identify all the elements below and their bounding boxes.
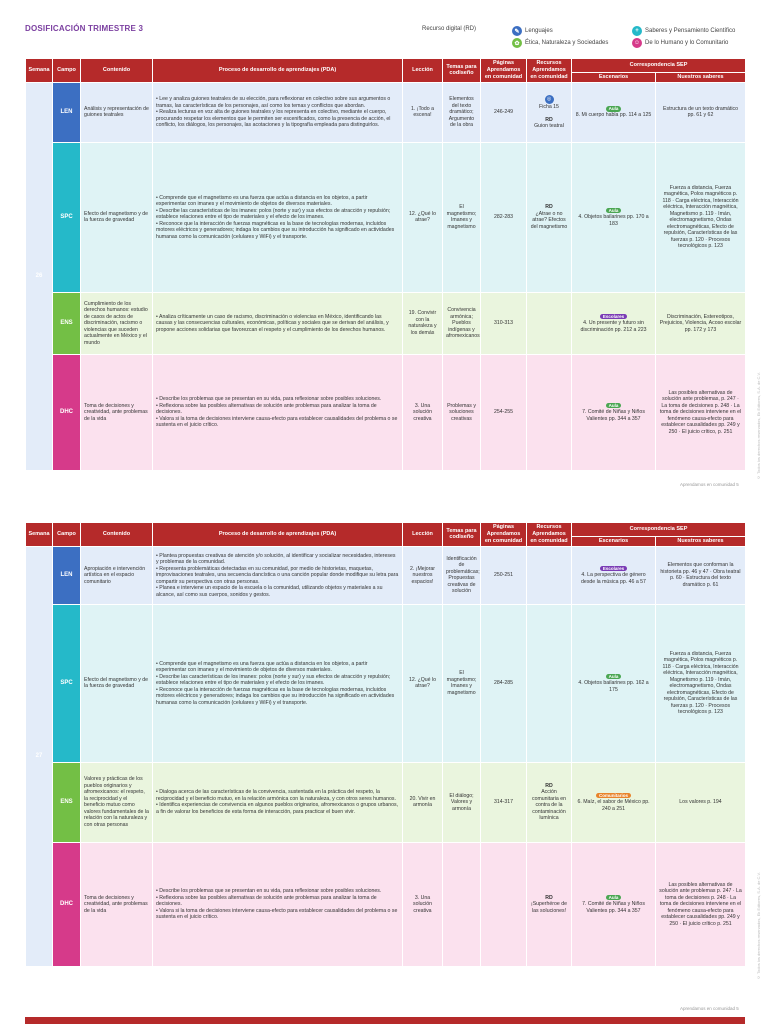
recursos-cell [527,292,572,354]
campo-cell: SPC [53,142,81,292]
saberes-cell: Las posibles alternativas de solución ante problemas p. 247 · La toma de decisiones p. 248 · La toma de decisiones interviene en el fenómeno causa-efecto para establecer causalidades pp. 249 y 250 · El juicio crítico p. 251 [656,842,746,966]
table-row [26,762,746,842]
escenario-text: 4. Objetos bailarines pp. 162 a 175 [578,680,649,693]
paginas-cell: 284-285 [481,604,527,762]
escenario-badge: Aula [606,106,622,112]
pda-item: • Reflexiona sobre las posibles alternativas de solución ante problemas para analizar la toma de decisiones. [156,403,399,416]
digital-resource-icon: ◎ [545,95,554,104]
saberes-cell: Fuerza a distancia, Fuerza magnética, Polos magnéticos p. 118 · Carga eléctrica, Interacción eléctrica, Interacción magnética, Magnetismo p. 119 · Imán, electromagnetismo, Ondas electromagnéticas, Efecto de repulsión, Características de las fuerzas p. 120 · Procesos tecnológicos p. 123 [656,142,746,292]
campo-cell: LEN [53,82,81,142]
recurso-extra[interactable]: ¡Superhéroe de las soluciones! [530,901,568,914]
recursos-cell [527,842,572,966]
header-leccion: Lección [403,59,443,83]
next-table-header-strip [25,1017,745,1024]
pda-cell [153,354,403,470]
pda-item: • Analiza críticamente un caso de racismo, discriminación o violencias en México, identificando las causas y las consecuencias culturales, económicas, políticas y sociales que se derivan del análisis, y propone acciones solidarias que favorezcan el respeto y el cumplimiento de los derechos humanos. [156,314,399,334]
paginas-cell: 246-249 [481,82,527,142]
header-recursos: Recursos Aprendamos en comunidad [527,59,572,83]
legend-len: ✎ Lenguajes [512,26,553,36]
pda-cell [153,604,403,762]
pda-item: • Plantea propuestas creativas de atención y/o solución, al identificar y socializar necesidades, intereses y problemas de la comunidad. [156,553,399,566]
saberes-cell: Discriminación, Estereotipos, Prejuicios, Violencia, Acoso escolar pp. 172 y 173 [656,292,746,354]
temas-cell: Convivencia armónica; Pueblos indígenas y afromexicanos [443,292,481,354]
header-semana: Semana [26,523,53,547]
saberes-cell: Elementos que conforman la historieta pp. 46 y 47 · Obra teatral p. 60 · Estructura del texto dramático p. 61 [656,546,746,604]
recurso-rd: RD [545,894,553,901]
paginas-cell: 282-283 [481,142,527,292]
page-title: DOSIFICACIÓN TRIMESTRE 3 [25,24,144,33]
pda-item: • Reflexiona sobre las posibles alternativas de solución ante problemas para analizar la toma de decisiones. [156,895,399,908]
paginas-cell: 254-255 [481,354,527,470]
pda-item: • Valora si la toma de decisiones interviene causa-efecto para establecer causalidades del problema o se sustenta en el juicio crítico. [156,908,399,921]
temas-cell: El magnetismo; Imanes y magnetismo [443,142,481,292]
pda-item: • Comprende que el magnetismo es una fuerza que actúa a distancia en los objetos, a partir experimentar con imanes y el movimiento de objetos de diversos materiales. [156,661,399,674]
leaf-icon: ✿ [512,38,522,48]
contenido-cell: Toma de decisiones y creatividad, ante problemas de la vida [81,354,153,470]
dosificacion-table-week-27 [25,522,746,967]
recursos-cell [527,762,572,842]
escenario-cell [572,842,656,966]
recurso-rd: RD [545,116,553,123]
header-paginas: Páginas Aprendamos en comunidad [481,59,527,83]
escenario-cell [572,142,656,292]
recurso-rd: RD [545,782,553,789]
contenido-cell: Efecto del magnetismo y de la fuerza de gravedad [81,604,153,762]
header-escenarios: Escenarios [572,537,656,547]
pda-item: • Comprende que el magnetismo es una fuerza que actúa a distancia en los objetos, a partir experimentar con imanes y el movimiento de objetos de diversos materiales. [156,195,399,208]
recursos-cell [527,604,572,762]
table-row [26,82,746,142]
leccion-cell: 12. ¿Qué lo atrae? [403,142,443,292]
escenario-text: 4. Objetos bailarines pp. 170 a 183 [578,214,649,227]
header-paginas: Páginas Aprendamos en comunidad [481,523,527,547]
table-row [26,604,746,762]
dosificacion-table-week-26 [25,58,746,471]
pda-cell [153,82,403,142]
table-row [26,142,746,292]
contenido-cell: Valores y prácticas de los pueblos originarios y afromexicanos: el respeto, la reciprocidad y el beneficio mutuo como valores fundamentales de la relación con la naturaleza y con otras personas [81,762,153,842]
header-pda: Proceso de desarrollo de aprendizajes (PDA) [153,59,403,83]
pda-item: • Dialoga acerca de las características de la convivencia, sustentada en la práctica del respeto, la reciprocidad y el beneficio mutuo, en la relación armónica con la naturaleza, y con otros seres humanos. [156,789,399,802]
recurso-extra[interactable]: ¿Atrae o no atrae? Efectos del magnetismo [530,210,568,230]
header-correspondencia: Correspondencia SEP [572,59,746,73]
temas-cell: El magnetismo; Imanes y magnetismo [443,604,481,762]
escenario-cell [572,546,656,604]
header-semana: Semana [26,59,53,83]
contenido-cell: Apropiación e intervención artística en el espacio comunitario [81,546,153,604]
pda-item: • Describe los problemas que se presentan en su vida, para reflexionar sobre posibles soluciones. [156,888,399,895]
paginas-cell: 310-313 [481,292,527,354]
recursos-cell [527,142,572,292]
recursos-cell [527,354,572,470]
leccion-cell: 3. Una solución creativa [403,842,443,966]
escenario-text: 4. La perspectiva de género desde la música pp. 46 a 57 [581,572,646,585]
header-campo: Campo [53,523,81,547]
header-saberes: Nuestros saberes [656,537,746,547]
escenario-cell [572,604,656,762]
header-contenido: Contenido [81,59,153,83]
pda-item: • Describe las características de los imanes: polos (norte y sur) y sus efectos de atracción y repulsión; establece relaciones entre el tipo de materiales y el efecto de los imanes. [156,674,399,687]
pda-item: • Reconoce que la interacción de fuerzas magnéticas es la base de tecnologías modernas, incluidos motores eléctricos y generadores; indaga los cambios que su introducción ha significado en actividades humanas como la comunicación (celulares y WiFi) y el transporte. [156,221,399,241]
paginas-cell [481,842,527,966]
header-escenarios: Escenarios [572,73,656,83]
speech-bubble-icon: ✎ [512,26,522,36]
pda-item: • Identifica experiencias de convivencia en algunos pueblos originarios, afromexicanos o grupos urbanos, a fin de valorar los beneficios de esta forma de interacción, para practicar el buen vivir. [156,802,399,815]
leccion-cell: 12. ¿Qué lo atrae? [403,604,443,762]
paginas-cell: 314-317 [481,762,527,842]
temas-cell: Problemas y soluciones creativas [443,354,481,470]
escenario-cell [572,762,656,842]
recurso-extra[interactable]: Guion teatral [534,123,564,130]
pda-item: • Realiza lecturas en voz alta de guiones teatrales y los representa en colectivo, mediante el cuerpo, procurando respetar los elementos que le permiten ser escenificados, como la presencia de acción, el conflicto, los diálogos, los personajes, las acotaciones y la tipografía empleada para distinguirlos. [156,109,399,129]
saberes-cell: Los valores p. 194 [656,762,746,842]
paginas-cell: 250-251 [481,546,527,604]
escenario-badge: Aula [606,674,622,680]
table-row [26,546,746,604]
contenido-cell: Cumplimiento de los derechos humanos: estudio de casos de actos de discriminación, racismo o violencias que suceden actualmente en México y el mundo [81,292,153,354]
copyright-note: © Todos los derechos reservados, Ek Editores, S.A. de C.V. [756,872,761,980]
recurso-rd: RD [545,204,553,211]
people-icon: ☺ [633,40,641,46]
recurso-ficha: Ficha 15 [539,103,559,110]
pda-cell [153,292,403,354]
legend-ens: ✿ Ética, Naturaleza y Sociedades [512,38,608,48]
escenario-text: 4. Un presente y futuro sin discriminación pp. 212 a 223 [580,320,647,333]
flask-icon: + [632,26,642,36]
campo-cell: ENS [53,292,81,354]
escenario-cell [572,292,656,354]
header-temas: Temas para codiseño [443,523,481,547]
leccion-cell: 19. Convivir con la naturaleza y los demás [403,292,443,354]
campo-cell: ENS [53,762,81,842]
header-recursos: Recursos Aprendamos en comunidad [527,523,572,547]
saberes-cell: Las posibles alternativas de solución ante problemas, p. 247 · La toma de decisiones p. 248 · La toma de decisiones interviene en el fenómeno causa-efecto para establecer causalidades pp. 249 y 250 · El juicio crítico, p. 251 [656,354,746,470]
saberes-cell: Estructura de un texto dramático pp. 61 y 62 [656,82,746,142]
recursos-cell [527,546,572,604]
escenario-text: 8. Mi cuerpo habla pp. 114 a 125 [575,112,652,119]
semana-cell: 27 [26,546,53,966]
contenido-cell: Efecto del magnetismo y de la fuerza de gravedad [81,142,153,292]
leccion-cell: 1. ¡Todo a escena! [403,82,443,142]
pda-cell [153,142,403,292]
pda-cell [153,842,403,966]
header-correspondencia: Correspondencia SEP [572,523,746,537]
pda-item: • Lee y analiza guiones teatrales de su elección, para reflexionar en colectivo sobre sus argumentos o tramas, las características de los personajes, así como los temas y conflictos que abordan. [156,96,399,109]
recurso-extra[interactable]: Acción comunitaria en contra de la contaminación lumínica [531,789,567,822]
pda-cell [153,546,403,604]
leccion-cell: 20. Vivir en armonía [403,762,443,842]
saberes-cell: Fuerza a distancia, Fuerza magnética, Polos magnéticos p. 118 · Carga eléctrica, Interacción eléctrica, Interacción magnética, Magnetismo p. 119 · Imán, electromagnetismo, Ondas electromagnéticas, Efecto de repulsión, Características de las fuerzas p. 120 · Procesos tecnológicos p. 123 [656,604,746,762]
header-campo: Campo [53,59,81,83]
escenario-cell [572,82,656,142]
escenario-text: 7. Comité de Niñas y Niños Valientes pp. 344 a 357 [582,901,645,914]
campo-cell: SPC [53,604,81,762]
escenario-badge: Aula [606,403,622,409]
table-row [26,292,746,354]
temas-cell: Elementos del texto dramático; Argumento de la obra [443,82,481,142]
footer-note: Aprendamos en comunidad 5 [680,1006,739,1011]
pda-item: • Valora si la toma de decisiones interviene causa-efecto para establecer causalidades del problema o se sustenta en el juicio crítico. [156,416,399,429]
temas-cell: El diálogo; Valores y armonía [443,762,481,842]
campo-cell: DHC [53,354,81,470]
header-pda: Proceso de desarrollo de aprendizajes (PDA) [153,523,403,547]
legend-rd-label: Recurso digital (RD) [422,26,477,32]
temas-cell: Identificación de problemáticas; Propuestas creativas de solución [443,546,481,604]
header-saberes: Nuestros saberes [656,73,746,83]
escenario-badge: Aula [606,895,622,901]
leccion-cell: 2. ¡Mejorar nuestros espacios! [403,546,443,604]
table-row [26,354,746,470]
recursos-cell [527,82,572,142]
escenario-badge: Escolares [600,566,627,572]
pda-cell [153,762,403,842]
legend-dhc: ☺ De lo Humano y lo Comunitario [633,40,729,46]
escenario-text: 6. Maíz, el sabor de México pp. 240 a 251 [577,799,650,812]
pda-item: • Describe los problemas que se presentan en su vida, para reflexionar sobre posibles soluciones. [156,396,399,403]
table-row [26,842,746,966]
temas-cell [443,842,481,966]
copyright-note: © Todos los derechos reservados, Ek Editores, S.A. de C.V. [756,372,761,480]
header-contenido: Contenido [81,523,153,547]
escenario-text: 7. Comité de Niñas y Niños Valientes pp. 344 a 357 [582,409,645,422]
escenario-badge: Escolares [600,314,627,320]
pda-item: • Representa problemáticas detectadas en su comunidad, por medio de historietas, maquetas, improvisaciones teatrales, una secuencia dancística o una canción popular donde modifique su letra para compartir su perspectiva con otras personas. [156,566,399,586]
pda-item: • Reconoce que la interacción de fuerzas magnéticas es la base de tecnologías modernas, incluidos motores eléctricos y generadores; indaga los cambios que su introducción ha significado en actividades humanas como la comunicación (celulares y WiFi) y el transporte. [156,687,399,707]
header-leccion: Lección [403,523,443,547]
pda-item: • Planea e interviene un espacio de la escuela o la comunidad, utilizando objetos y materiales a su alcance, así como sus cuerpos, sonidos y gestos. [156,585,399,598]
semana-cell: 26 [26,82,53,470]
escenario-cell [572,354,656,470]
contenido-cell: Toma de decisiones y creatividad, ante problemas de la vida [81,842,153,966]
header-temas: Temas para codiseño [443,59,481,83]
campo-cell: LEN [53,546,81,604]
leccion-cell: 3. Una solución creativa [403,354,443,470]
escenario-badge: Aula [606,208,622,214]
footer-note: Aprendamos en comunidad 5 [680,482,739,487]
contenido-cell: Análisis y representación de guiones teatrales [81,82,153,142]
pda-item: • Describe las características de los imanes: polos (norte y sur) y sus efectos de atracción y repulsión; establece relaciones entre el tipo de materiales y el efecto de los imanes. [156,208,399,221]
campo-cell: DHC [53,842,81,966]
legend-spc: + Saberes y Pensamiento Científico [632,26,735,36]
escenario-badge: Comunitarios [596,793,631,799]
